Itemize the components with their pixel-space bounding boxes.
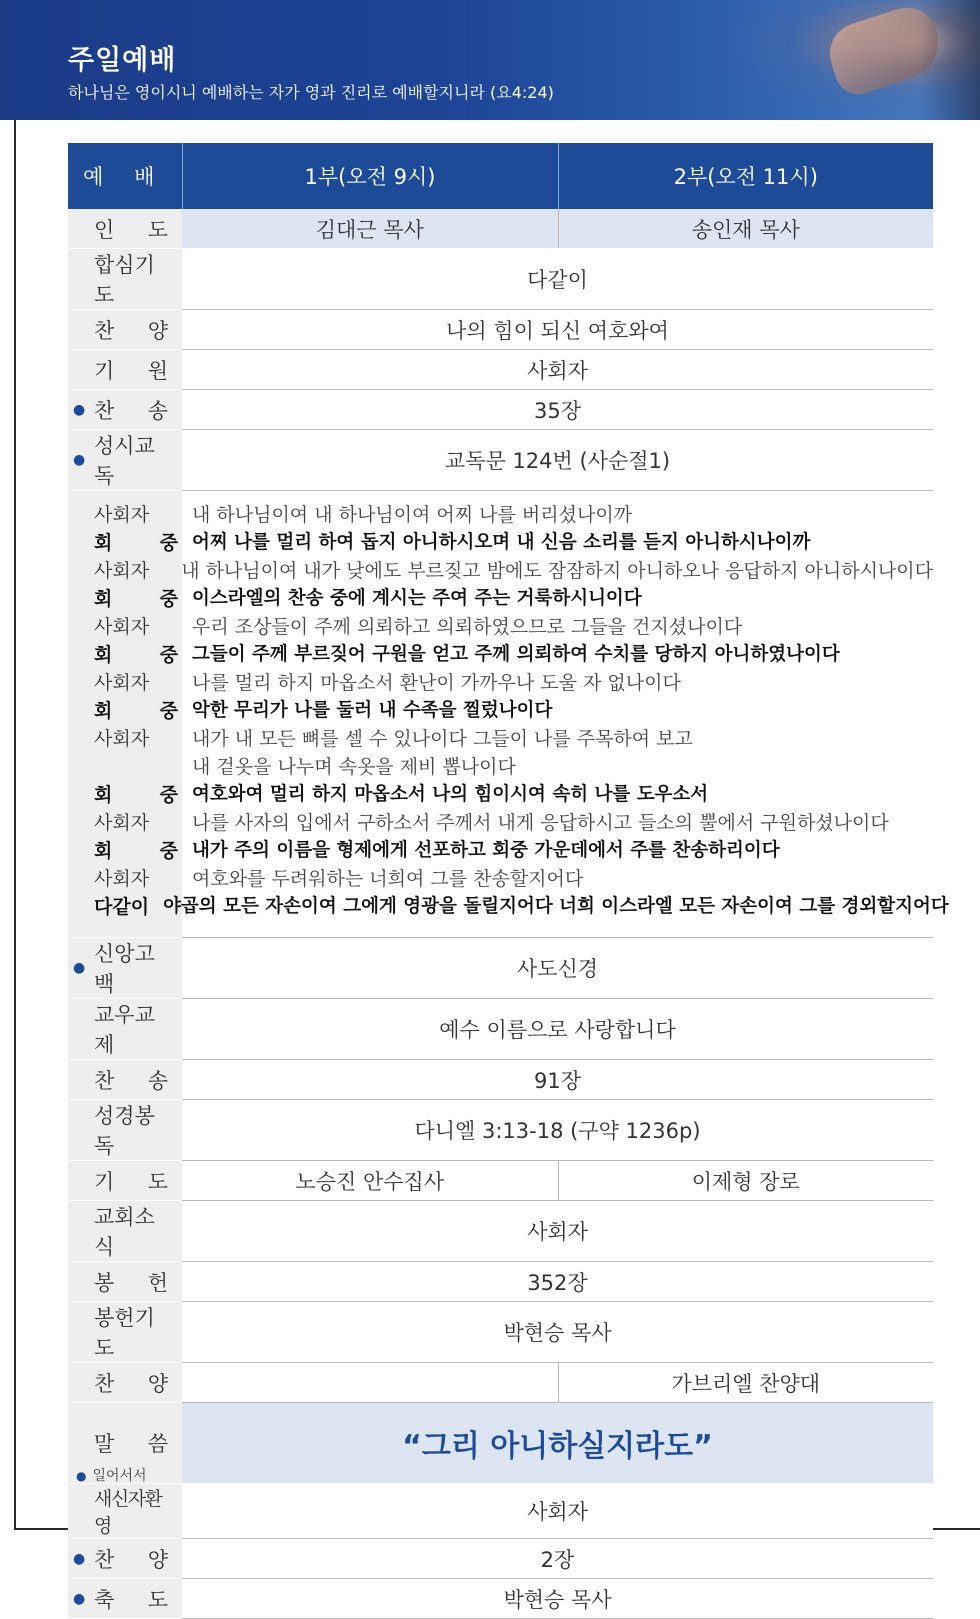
table-row <box>68 1060 933 1100</box>
reading-text: 우리 조상들이 주께 의뢰하고 의뢰하였으므로 그들을 건지셨나이다 <box>192 616 743 638</box>
table-row <box>68 209 933 249</box>
row-value-service-1: 김대근 목사 <box>182 209 558 249</box>
page-subtitle: 하나님은 영이시니 예배하는 자가 영과 진리로 예배할지니라 (요4:24) <box>68 83 554 102</box>
header-cell-service-1: 1부(오전 9시) <box>182 143 558 209</box>
table-row <box>68 1100 933 1161</box>
row-label-standing: ● 찬 송 <box>68 390 182 430</box>
reading-line <box>94 781 933 809</box>
header-banner <box>0 0 980 120</box>
reading-text: 내 겉옷을 나누며 속옷을 제비 뽑나이다 <box>192 756 516 778</box>
reading-line <box>182 753 933 781</box>
responsive-reading-lines <box>94 491 949 921</box>
reading-line <box>94 529 933 557</box>
reading-speaker <box>68 753 178 781</box>
row-label: 합심기도 <box>68 249 182 310</box>
reading-speaker: 사회자 <box>94 728 150 750</box>
reading-speaker: 회 중 <box>94 588 178 610</box>
row-value: 예수 이름으로 사랑합니다 <box>182 999 933 1060</box>
row-label: 교회소식 <box>68 1201 182 1262</box>
row-label: 봉 헌 <box>68 1262 182 1302</box>
reading-line <box>94 809 933 837</box>
reading-text: 야곱의 모든 자손이여 그에게 영광을 돌릴지어다 너희 이스라엘 모든 자손이여 그를 경외할지어다 <box>163 896 949 917</box>
row-value: 사회자 <box>182 350 933 390</box>
responsive-reading-text <box>94 491 949 938</box>
reading-speaker: 회 중 <box>94 700 178 722</box>
reading-text: 내 하나님이여 내 하나님이여 어찌 나를 버리셨나이까 <box>192 504 633 526</box>
row-label-standing: ● 찬 양 <box>68 1539 182 1579</box>
row-label: 인 도 <box>68 209 182 249</box>
row-label: 찬 송 <box>68 1060 182 1100</box>
table-row <box>68 1484 933 1539</box>
row-value-service-1 <box>182 1363 558 1403</box>
reading-line <box>94 893 949 921</box>
row-value: 다같이 <box>182 249 933 310</box>
row-label: 찬 양 <box>68 310 182 350</box>
reading-line <box>94 641 933 669</box>
table-row <box>68 350 933 390</box>
row-label: 새신자환영 <box>68 1484 182 1539</box>
header-cell-service-2: 2부(오전 11시) <box>558 143 933 209</box>
reading-speaker: 회 중 <box>94 784 178 806</box>
worship-order-table <box>68 143 949 1619</box>
table-row <box>68 1302 933 1363</box>
standing-note-text: 일어서서 <box>92 1468 147 1484</box>
table-row <box>68 1579 933 1619</box>
row-value: 91장 <box>182 1060 933 1100</box>
reading-speaker: 사회자 <box>94 560 150 582</box>
row-value: 나의 힘이 되신 여호와여 <box>182 310 933 350</box>
row-label: 기 도 <box>68 1161 182 1201</box>
reading-line <box>94 501 933 529</box>
sermon-title: “그리 아니하실지라도” <box>182 1403 933 1484</box>
table-row <box>68 430 933 491</box>
table-row <box>68 999 933 1060</box>
reading-line <box>94 613 933 641</box>
reading-line <box>94 697 933 725</box>
reading-text: 여호와여 멀리 하지 마옵소서 나의 힘이시여 속히 나를 도우소서 <box>192 784 709 805</box>
row-value: 사도신경 <box>182 938 933 999</box>
reading-line <box>94 865 933 893</box>
page-title: 주일예배 <box>68 45 177 76</box>
row-value: 박현승 목사 <box>182 1579 933 1619</box>
reading-text: 그들이 주께 부르짖어 구원을 얻고 주께 의뢰하여 수치를 당하지 아니하였나이다 <box>192 644 840 665</box>
reading-speaker: 다같이 <box>94 896 150 918</box>
table-row <box>68 390 933 430</box>
reading-speaker: 사회자 <box>94 812 150 834</box>
reading-text: 나를 사자의 입에서 구하소서 주께서 내게 응답하시고 들소의 뿔에서 구원하셨나이다 <box>192 812 889 834</box>
table-row <box>68 1262 933 1302</box>
row-label-standing: ● 신앙고백 <box>68 938 182 999</box>
row-label-standing: ● 성시교독 <box>68 430 182 491</box>
bullet-icon: ● <box>76 1469 87 1483</box>
reading-text: 여호와를 두려워하는 너희여 그를 찬송할지어다 <box>192 868 584 890</box>
row-value: 2장 <box>182 1539 933 1579</box>
sermon-row <box>68 1403 933 1484</box>
reading-speaker: 사회자 <box>94 504 150 526</box>
reading-line <box>94 837 933 865</box>
row-label: 찬 양 <box>68 1363 182 1403</box>
row-value-service-2: 송인재 목사 <box>558 209 933 249</box>
row-value: 다니엘 3:13-18 (구약 1236p) <box>182 1100 933 1161</box>
row-label: 성경봉독 <box>68 1100 182 1161</box>
reading-text: 나를 멀리 하지 마옵소서 환난이 가까우나 도울 자 없나이다 <box>192 672 681 694</box>
reading-speaker: 회 중 <box>94 644 178 666</box>
reading-line <box>94 557 933 585</box>
table-row <box>68 249 933 310</box>
reading-text: 이스라엘의 찬송 중에 계시는 주여 주는 거룩하시니이다 <box>192 588 642 609</box>
row-value-service-2: 가브리엘 찬양대 <box>558 1363 933 1403</box>
row-value: 교독문 124번 (사순절1) <box>182 430 933 491</box>
reading-speaker: 사회자 <box>94 672 150 694</box>
reading-speaker: 회 중 <box>94 532 178 554</box>
reading-speaker: 사회자 <box>94 868 150 890</box>
praying-hands-image <box>720 0 980 120</box>
responsive-reading-row <box>68 491 933 938</box>
standing-note <box>76 1465 147 1485</box>
table-row <box>68 310 933 350</box>
reading-line <box>94 585 933 613</box>
reading-text: 내 하나님이여 내가 낮에도 부르짖고 밤에도 잠잠하지 아니하오나 응답하지 아니하시나이다 <box>181 560 933 582</box>
row-value-service-1: 노승진 안수집사 <box>182 1161 558 1201</box>
row-value: 사회자 <box>182 1201 933 1262</box>
table-row <box>68 1161 933 1201</box>
row-label-standing: ● 축 도 <box>68 1579 182 1619</box>
table-row <box>68 938 933 999</box>
reading-text: 내가 주의 이름을 형제에게 선포하고 회중 가운데에서 주를 찬송하리이다 <box>192 840 780 861</box>
reading-line <box>94 725 933 753</box>
row-label: 말 씀 <box>68 1403 182 1484</box>
reading-text: 내가 내 모든 뼈를 셀 수 있나이다 그들이 나를 주목하여 보고 <box>192 728 693 750</box>
reading-speaker: 사회자 <box>94 616 150 638</box>
table-row <box>68 1363 933 1403</box>
reading-speaker: 회 중 <box>94 840 178 862</box>
row-value-service-2: 이제형 장로 <box>558 1161 933 1201</box>
table-row <box>68 1201 933 1262</box>
reading-text: 악한 무리가 나를 둘러 내 수족을 찔렀나이다 <box>192 700 553 721</box>
table-header-row <box>68 143 933 209</box>
row-label: 교우교제 <box>68 999 182 1060</box>
reading-line <box>94 669 933 697</box>
row-value: 박현승 목사 <box>182 1302 933 1363</box>
row-value: 352장 <box>182 1262 933 1302</box>
row-value: 35장 <box>182 390 933 430</box>
row-label: 봉헌기도 <box>68 1302 182 1363</box>
reading-text: 어찌 나를 멀리 하여 돕지 아니하시오며 내 신음 소리를 듣지 아니하시나이까 <box>192 532 811 553</box>
row-label: 기 원 <box>68 350 182 390</box>
row-value: 사회자 <box>182 1484 933 1539</box>
header-cell-label: 예 배 <box>68 143 182 209</box>
